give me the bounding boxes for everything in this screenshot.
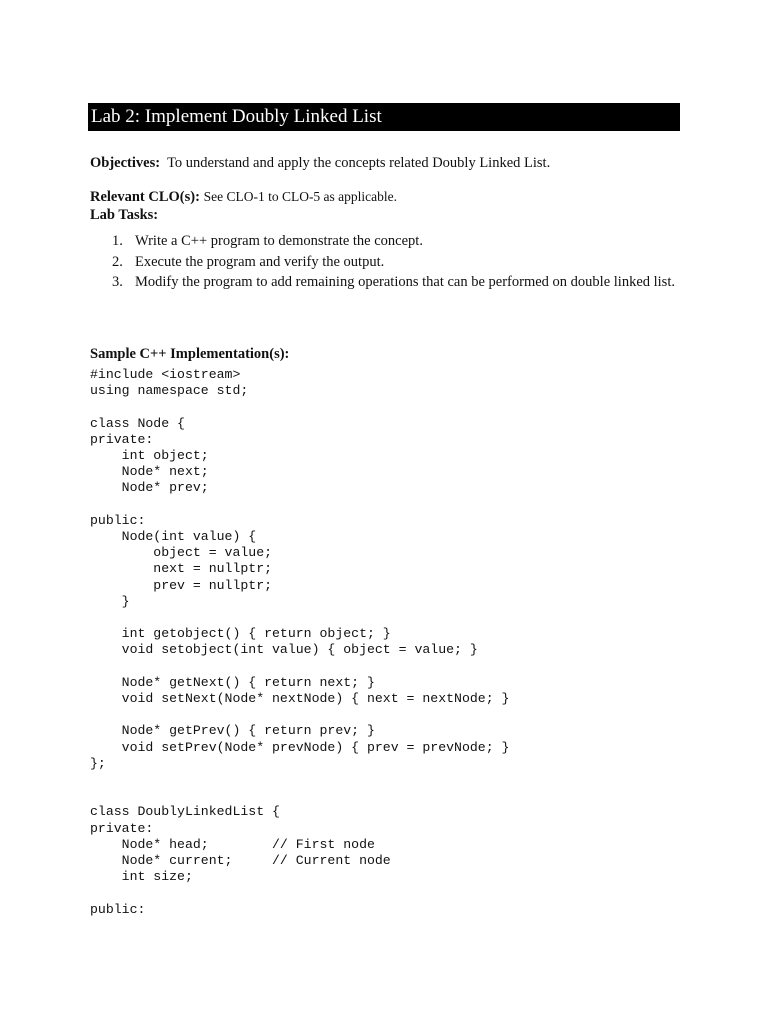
objectives-label: Objectives: xyxy=(90,155,161,171)
sample-heading xyxy=(90,345,289,363)
clo-text: See CLO-1 to CLO-5 as applicable. xyxy=(203,189,398,204)
objectives-line xyxy=(90,154,550,172)
page-title: Lab 2: Implement Doubly Linked List xyxy=(88,103,680,131)
clo-label: Relevant CLO(s): xyxy=(90,189,200,205)
code-block: #include <iostream> using namespace std; class Node { private: int object; Node* next; Node* prev; public: Node(int value) { object = value; next = nullptr; prev = nullptr; } int getobject() { return object; } void setobject(int value) { object = value; } Node* getNext() { return next; } void setNext(Node* nextNode) { next = nextNode; } Node* getPrev() { return prev; } void setPrev(Node* prevNode) { prev = prevNode; } }; class DoublyLinkedList { private: Node* head; // First node Node* current; // Current node int size; public: xyxy=(90,367,510,917)
list-item xyxy=(112,231,682,252)
list-item xyxy=(112,272,682,293)
list-item-text: Write a C++ program to demonstrate the concept. xyxy=(135,233,423,249)
lab-tasks-heading xyxy=(90,206,158,224)
list-item-text: Modify the program to add remaining operations that can be performed on double linked list. xyxy=(135,274,675,290)
objectives-text: To understand and apply the concepts related Doubly Linked List. xyxy=(167,155,551,171)
clo-line xyxy=(90,188,397,206)
list-item-number: 1. xyxy=(112,233,123,249)
lab-tasks-list xyxy=(112,231,682,293)
list-item-text: Execute the program and verify the output. xyxy=(135,253,385,270)
sample-heading-text: Sample C++ Implementation(s): xyxy=(90,346,290,362)
list-item-number: 2. xyxy=(112,253,123,270)
list-item xyxy=(112,252,682,273)
list-item-number: 3. xyxy=(112,274,123,290)
lab-tasks-label: Lab Tasks: xyxy=(90,207,159,223)
